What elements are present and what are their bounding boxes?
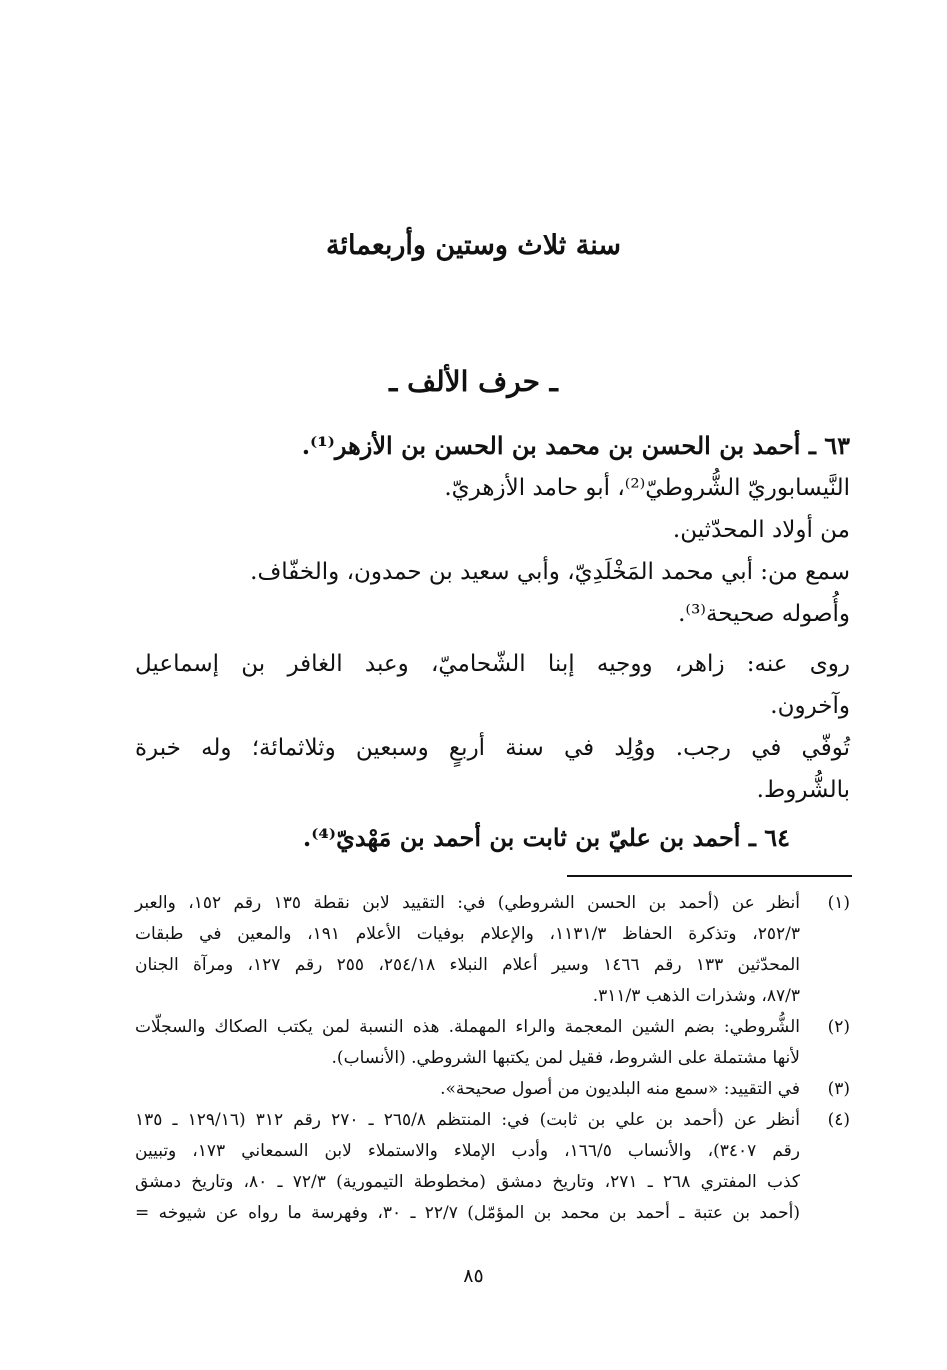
footnote-line: أنظر عن (أحمد بن علي بن ثابت) في: المنتظم ٢٦٥/٨ ـ ٢٧٠ رقم ٣١٢ (١٢٩/١٦ ـ ١٣٥ — [135, 1110, 800, 1130]
page-number: ٨٥ — [463, 1265, 484, 1287]
footnote-line: رقم ٣٤٠٧)، والأنساب ١٦٦/٥، وأدب الإملاء والاستملاء لابن السمعاني ١٧٣، وتبيين — [135, 1141, 800, 1161]
footnote-number: (٤) — [827, 1110, 850, 1130]
footnote-line: ٨٧/٣، وشذرات الذهب ٣١١/٣. — [592, 986, 800, 1006]
footnote-number: (٢) — [827, 1017, 850, 1037]
footnote-line: أنظر عن (أحمد بن الحسن الشروطي) في: التقييد لابن نقطة ١٣٥ رقم ١٥٢، والعبر — [135, 893, 800, 913]
footnote-line: في التقييد: «سمع منه البلديون من أصول صحيحة». — [440, 1079, 800, 1099]
entries-body — [135, 425, 850, 865]
section-heading: ـ حرف الألف ـ — [389, 365, 558, 398]
footnote-line: المحدّثين ١٣٣ رقم ١٤٦٦ وسير أعلام النبلاء ٢٥٤/١٨، ٢٥٥ رقم ١٢٧، ومرآة الجنان — [135, 955, 800, 975]
footnote-number: (٣) — [827, 1079, 850, 1099]
entry-line: تُوفّي في رجب. ووُلِد في سنة أربعٍ وسبعين وثلاثمائة؛ وله خبرة — [135, 735, 850, 761]
entry-heading: ٦٣ ـ أحمد بن الحسن بن محمد بن الحسن بن الأزهر⁽¹⁾. — [301, 431, 850, 460]
footnote-line: الشُّروطي: بضم الشين المعجمة والراء المهملة. هذه النسبة لمن يكتب الصكاك والسجلّات — [135, 1017, 800, 1037]
footnote-line: ٢٥٢/٣، وتذكرة الحفاظ ١١٣١/٣، والإعلام بوفيات الأعلام ١٩١، والمعين في طبقات — [135, 924, 800, 944]
entry-line: وآخرون. — [770, 693, 850, 719]
entry-line: روى عنه: زاهر، ووجيه إبنا الشّحاميّ، وعبد الغافر بن إسماعيل — [135, 651, 850, 677]
footnote-line: كذب المفتري ٢٦٨ ـ ٢٧١، وتاريخ دمشق (مخطوطة التيمورية) ٧٢/٣ ـ ٨٠، وتاريخ دمشق — [135, 1172, 801, 1192]
footnote-divider — [567, 875, 852, 877]
entry-line: من أولاد المحدّثين. — [672, 517, 850, 543]
footnote-line: (أحمد بن عتبة ـ أحمد بن محمد بن المؤمّل) ٢٢/٧ ـ ٣٠، وفهرسة ما رواه عن شيوخه = — [135, 1203, 800, 1223]
footnote-line: لأنها مشتملة على الشروط، فقيل لمن يكتبها الشروطي. (الأنساب). — [331, 1048, 800, 1068]
entry-heading: ٦٤ ـ أحمد بن عليّ بن ثابت بن أحمد بن مَهْديّ⁽⁴⁾. — [302, 823, 790, 852]
entry-line: النَّيسابوريّ الشُّروطيّ⁽²⁾، أبو حامد الأزهريّ. — [444, 475, 850, 501]
entry-line: بالشُّروط. — [756, 777, 850, 803]
entry-line: وأُصوله صحيحة⁽³⁾. — [678, 601, 850, 627]
year-heading: سنة ثلاث وستين وأربعمائة — [326, 230, 621, 261]
entry-line: سمع من: أبي محمد المَخْلَدِيّ، وأبي سعيد بن حمدون، والخفّاف. — [250, 559, 850, 585]
footnote-number: (١) — [827, 893, 850, 913]
